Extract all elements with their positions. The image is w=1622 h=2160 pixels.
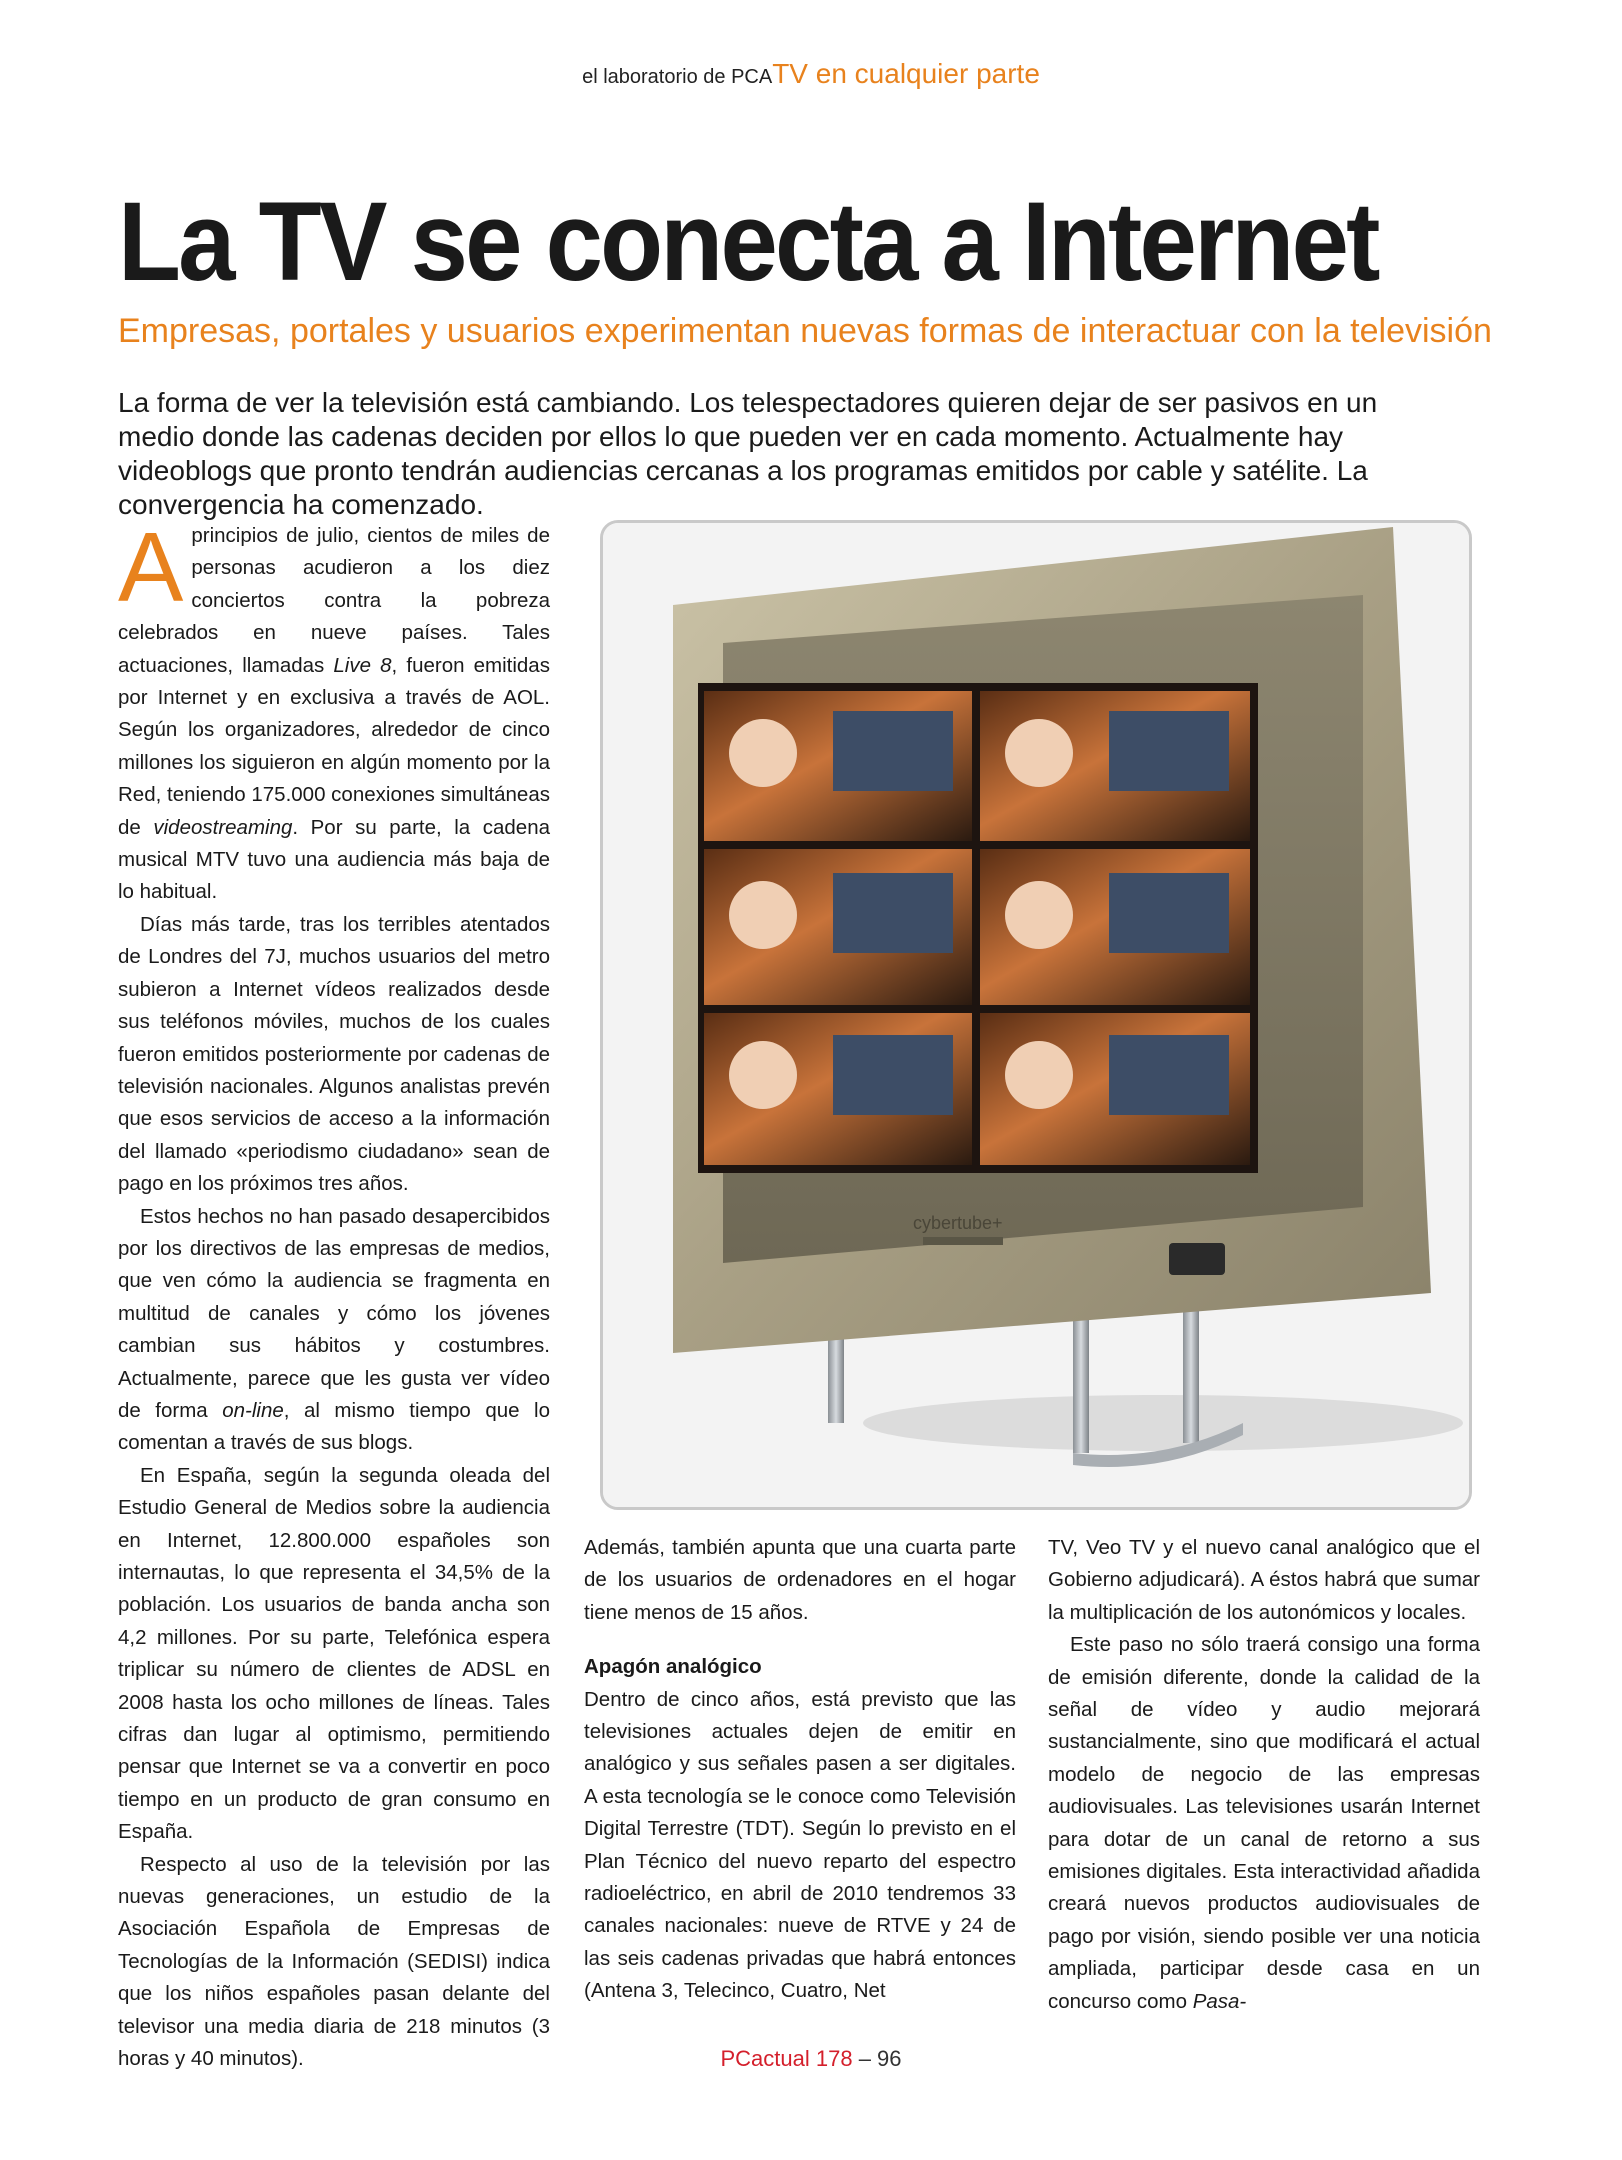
tv-sensor (1169, 1243, 1225, 1275)
italic-term: videostreaming (153, 815, 293, 839)
text-run: principios de julio, cientos de miles de personas acudieron a los diez conciertos contra la pobreza celebrados en nueve países. Tales actuaciones, llamadas (118, 524, 550, 677)
paragraph-2: Días más tarde, tras los terribles atentados de Londres del 7J, muchos usuarios del metro subieron a Internet vídeos realizados desde sus teléfonos móviles, muchos de los cuales fueron emitidos posteriormente por cadenas de televisión nacionales. Algunos analistas prevén que esos servicios de acceso a la información del llamado «periodismo ciudadano» sean de pago en los próximos tres años. (118, 912, 550, 1196)
subheading: Apagón analógico (584, 1655, 762, 1679)
screen-grid (698, 683, 1258, 1173)
paragraph-1 (118, 512, 551, 909)
text-run: . Por su parte, la cadena musical MTV tuvo una audiencia más baja de lo habitual. (118, 815, 551, 904)
tv-brand-label: cybertube+ (913, 1213, 1003, 1233)
article-intro: La forma de ver la televisión está cambiando. Los telespectadores quieren dejar de ser pasivos en un medio donde las cadenas deciden por ellos lo que pueden ver en cada momento. Actualmente hay videoblogs que pronto tendrán audiencias cercanas a los programas emitidos por cable y satélite. La convergencia ha comenzado. (118, 387, 1378, 520)
drop-cap: A (118, 512, 184, 622)
page-footer (0, 2046, 1622, 2072)
section-name: TV en cualquier parte (772, 58, 1040, 89)
article-subtitle: Empresas, portales y usuarios experimentan nuevas formas de interactuar con la televisión (118, 312, 1492, 350)
paragraph-8: TV, Veo TV y el nuevo canal analógico que el Gobierno adjudicará). A éstos habrá que sumar la multiplicación de los autonómicos y locales. (1048, 1536, 1480, 1624)
tv-photo (600, 520, 1472, 1510)
page-number: – 96 (852, 2046, 902, 2071)
paragraph-4: En España, según la segunda oleada del Estudio General de Medios sobre la audiencia en Internet, 12.800.000 españoles son internautas, lo que representa el 34,5% de la población. Los usuarios de banda ancha son 4,2 millones. Por su parte, Telefónica espera triplicar su número de clientes de ADSL en 2008 hasta los ocho millones de líneas. Tales cifras dan lugar al optimismo, permitiendo pensar que Internet se va a convertir en poco tiempo en un producto de gran consumo en España. (118, 1463, 550, 1844)
paragraph-3 (118, 1201, 550, 1460)
italic-term: on-line (222, 1398, 284, 1422)
section-header (0, 58, 1622, 90)
paragraph-6: Además, también apunta que una cuarta parte de los usuarios de ordenadores en el hogar tiene menos de 15 años. (584, 1536, 1016, 1624)
text-run: Estos hechos no han pasado desapercibidos por los directivos de las empresas de medios, que ven cómo la audiencia se fragmenta en multitud de canales y cómo los jóvenes cambian sus hábitos y costumbres. Actualmente, parece que les gusta ver vídeo de forma (118, 1204, 550, 1422)
article-title: La TV se conecta a Internet (118, 179, 1378, 304)
paragraph-9 (1048, 1629, 1480, 2018)
section-label: el laboratorio de PCA (582, 66, 773, 88)
paragraph-5: Respecto al uso de la televisión por las nuevas generaciones, un estudio de la Asociación Española de Empresas de Tecnologías de la Información (SEDISI) indica que los niños españoles pasan delante del televisor una media diaria de 218 minutos (3 horas y 40 minutos). (118, 1852, 550, 2071)
text-run: , fueron emitidas por Internet y en exclusiva a través de AOL. Según los organizadores, alrededor de cinco millones los siguieron en algún momento por la Red, teniendo 175.000 conexiones simultáneas de (118, 653, 550, 839)
column-3 (1048, 1532, 1480, 2018)
tv-illustration (603, 523, 1469, 1507)
magazine-issue: PCactual 178 (720, 2046, 853, 2071)
paragraph-7: Dentro de cinco años, está previsto que las televisiones actuales dejen de emitir en analógico y sus señales pasen a ser digitales. A esta tecnología se le conoce como Televisión Digital Terrestre (TDT). Según lo previsto en el Plan Técnico del nuevo reparto del espectro radioeléctrico, en abril de 2010 tendremos 33 canales nacionales: nueve de RTVE y 24 de las seis cadenas privadas que habrá entonces (Antena 3, Telecinco, Cuatro, Net (584, 1687, 1016, 2003)
column-1 (118, 512, 551, 2076)
text-run: , al mismo tiempo que lo comentan a través de sus blogs. (118, 1398, 550, 1455)
italic-term: Pasa- (1192, 1989, 1247, 2013)
column-2 (584, 1532, 1016, 2008)
italic-term: Live 8 (333, 653, 392, 677)
text-run: Este paso no sólo traerá consigo una forma de emisión diferente, donde la calidad de la señal de vídeo y audio mejorará sustancialmente, sino que modificará el actual modelo de negocio de las empresas audiovisuales. Las televisiones usarán Internet para dotar de un canal de retorno a sus emisiones digitales. Esta interactividad añadida creará nuevos productos audiovisuales de pago por visión, siendo posible ver una noticia ampliada, participar desde casa en un concurso como (1048, 1633, 1480, 2013)
